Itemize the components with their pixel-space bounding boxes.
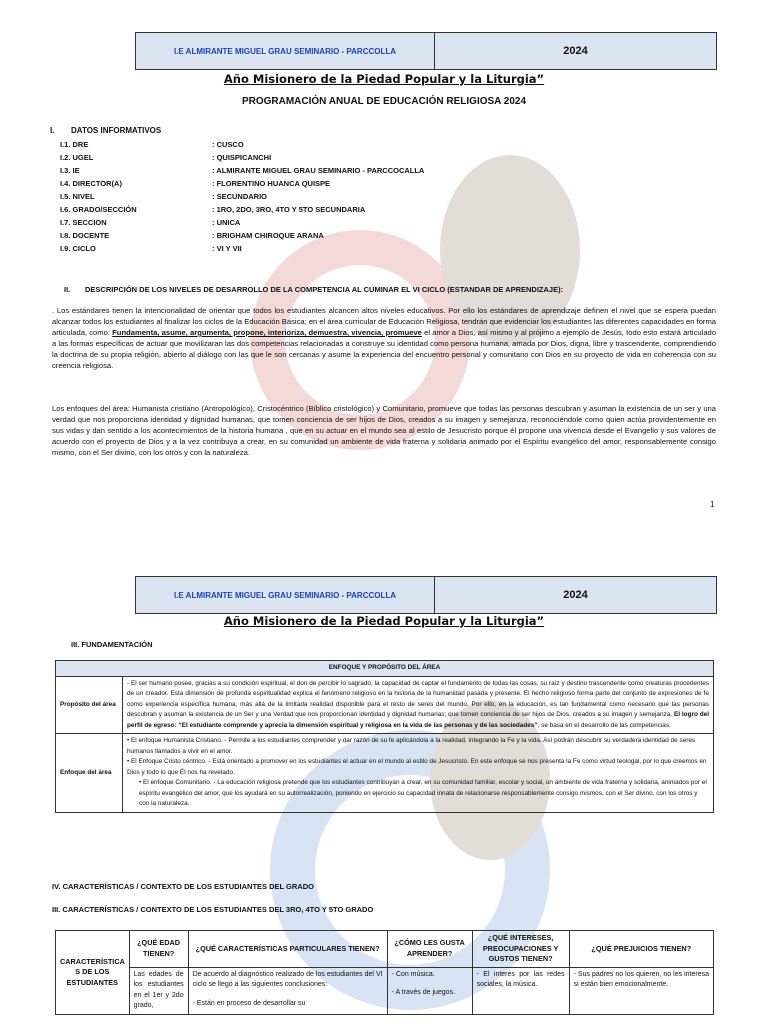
info-value: : SECUNDARIO — [212, 192, 268, 201]
section-1-title: DATOS INFORMATIVOS — [71, 126, 162, 135]
info-label: I.8. DOCENTE — [60, 231, 110, 240]
school-name: I.E ALMIRANTE MIGUEL GRAU SEMINARIO - PARCCOLLA — [136, 33, 435, 69]
info-label: I.2. UGEL — [60, 153, 94, 162]
prejudices-cell: - Sus padres no los quieren, no les interesa si están bien emocionalmente. — [569, 967, 713, 1014]
row-label: CARACTERÍSTICA S DE LOS ESTUDIANTES — [56, 931, 130, 1015]
column-header: ¿QUÉ EDAD TIENEN? — [129, 931, 188, 968]
school-name: I.E ALMIRANTE MIGUEL GRAU SEMINARIO - PARCCOLLA — [136, 577, 435, 613]
section-3-title: III. FUNDAMENTACIÓN — [71, 640, 153, 649]
info-label: I.6. GRADO/SECCIÓN — [60, 205, 137, 214]
info-label: I.4. DIRECTOR(A) — [60, 179, 122, 188]
purpose-text: - El ser humano posee, gracias a su condición espiritual, el don de percibir lo sagrado, la capacidad de captar el fundamento de todas las cosas, su raíz y destino trascendente como creaturas procedentes de un creador. Esta dimensión de profunda espiritualidad explica el fenómeno religioso en la historia de la humanidad pasada y presente. El hecho religioso forma parte del conjunto de expresiones de fe como experiencia específica humana, más allá de la limitada realidad disponible para el resto de seres del mundo. Por ello, en la educación, es tan fundamental como necesario que las personas descubran y asuman la existencia de un Ser y una Verdad que nos proporcionan identidad y dignidad humanas; que tomen conciencia de ser hijos de Dios, creados a su imagen y semejanza. El logro del perfil de egreso: “El estudiante comprende y aprecia la dimensión espiritual y religiosa en la vida de las personas y de las sociedades”, se basa en el desarrollo de las competencias. — [123, 676, 714, 734]
info-label: I.3. IE — [60, 166, 80, 175]
characteristics-table — [55, 930, 714, 1015]
section-1-number: I. — [50, 126, 55, 135]
info-label: I.7. SECCION — [60, 218, 107, 227]
row-label: Propósito del área — [56, 676, 123, 734]
standards-paragraph: . Los estándares tienen la intencionalidad de orientar que todos los estudiantes alcancen altos niveles educativos. Por ello los estándares de aprendizaje definen el nivel que se espera puedan alcanzar todos los estudiantes al finalizar los ciclos de la Educación Básica; en el área curricular de Educación Religiosa, tendrán que evidenciar los estudiantes las diferentes capacidades en forma articulada, como: Fundamenta, asume, argumenta, propone, interioriza, demuestra, vivencia, promueve el amor a Dios, así mismo y al prójimo a ejemplo de Jesús, todo esto estará articulado a las formas específicas de actuar que movilizaran las dos competencias relacionadas a construye su identidad como persona humana, amada por Dios, digna, libre y trascendente, comprendiendo la doctrina de su propia religión, abierto al diálogo con las que le son cercanas y asume la experiencia del encuentro personal y comunitario con Dios en su proyecto de vida en coherencia con su creencia religiosa. — [52, 306, 716, 370]
column-header: ¿QUÉ CARACTERÍSTICAS PARTICULARES TIENEN? — [188, 931, 387, 968]
column-header: ¿CÓMO LES GUSTA APRENDER? — [387, 931, 472, 968]
approaches-paragraph: Los enfoques del área: Humanista cristiano (Antropológico), Cristocéntrico (Bíblico cristológico) y Comunitario, promueve que todas las personas descubran y asuman la existencia de un ser y una verdad que nos proporciona identidad y dignidad humanas, que tomen conciencia de ser hijos de Dios, creados a su imagen y semejanza, reconociéndole como quien actúa providentemente en sus vidas y dan sentido a los acontecimientos de la historia humana , que en su actuar en el mundo sea al estilo de Jesucristo porque él propone una vivencia desde el Evangelio y sus valores de acuerdo con el proyecto de Dios y a la vez contribuya a crear, en su comunidad un ambiente de vida fraterna y solidaria animado por el Espíritu evangélico del amor, responsablemente consigo mismo, con el Ser divino, con los otros y con la naturaleza. — [52, 404, 716, 457]
page-header-box-2 — [135, 576, 717, 614]
info-value: : VI Y VII — [212, 244, 242, 253]
info-value: : FLORENTINO HUANCA QUISPE — [212, 179, 331, 188]
table-header: ENFOQUE Y PROPÓSITO DEL ÁREA — [56, 661, 714, 677]
section-2-number: II. — [64, 285, 71, 294]
info-value: : ALMIRANTE MIGUEL GRAU SEMINARIO - PARCCOCALLA — [212, 166, 425, 175]
info-label: I.1. DRE — [60, 140, 89, 149]
school-year: 2024 — [563, 45, 588, 57]
section-2-title: DESCRIPCIÓN DE LOS NIVELES DE DESARROLLO DE LA COMPETENCIA AL CUMINAR EL VI CICLO (ESTANDAR DE APRENDIZAJE): — [85, 285, 564, 294]
info-value: : QUISPICANCHI — [212, 153, 272, 162]
fundamentation-table — [55, 660, 714, 813]
column-header: ¿QUÉ PREJUICIOS TIENEN? — [569, 931, 713, 968]
info-value: : 1RO, 2DO, 3RO, 4TO Y 5TO SECUNDARIA — [212, 205, 366, 214]
info-value: : BRIGHAM CHIROQUE ARANA — [212, 231, 324, 240]
section-4-title: IV. CARACTERÍSTICAS / CONTEXTO DE LOS ESTUDIANTES DEL GRADO — [52, 882, 314, 891]
year-motto: Año Misionero de la Piedad Popular y la Liturgia” — [223, 72, 545, 86]
row-label: Enfoque del área — [56, 734, 123, 813]
learning-cell: - Con música. - A través de juegos. — [387, 967, 472, 1014]
page-number: 1 — [710, 500, 715, 509]
page-header-box — [135, 32, 717, 70]
year-motto: Año Misionero de la Piedad Popular y la Liturgia” — [223, 614, 545, 628]
document-title: PROGRAMACIÓN ANUAL DE EDUCACIÓN RELIGIOSA 2024 — [241, 96, 527, 107]
school-year: 2024 — [563, 589, 588, 601]
section-4b-title: III. CARACTERÍSTICAS / CONTEXTO DE LOS ESTUDIANTES DEL 3RO, 4TO Y 5TO GRADO — [52, 905, 374, 914]
interests-cell: - El interés por las redes sociales, la música. — [472, 967, 569, 1014]
info-value: : CUSCO — [212, 140, 244, 149]
age-cell: Las edades de los estudiantes en el 1er y 2do grado, — [129, 967, 188, 1014]
characteristics-cell: De acuerdo al diagnóstico realizado de los estudiantes del VI ciclo se llegó a las siguientes conclusiones: - Están en proceso de desarrollar su — [188, 967, 387, 1014]
info-label: I.5. NIVEL — [60, 192, 95, 201]
info-label: I.9. CICLO — [60, 244, 96, 253]
info-value: : UNICA — [212, 218, 241, 227]
column-header: ¿QUÉ INTERESES, PREOCUPACIONES Y GUSTOS TIENEN? — [472, 931, 569, 968]
approach-text: • El enfoque Humanista Cristiano. - Permite a los estudiantes comprender y dar razón de su fe aplicándola a la realidad, integrando la Fe y la vida. Así podrán descubrir su verdadera identidad de seres humanos llamados a vivir en el amor. • El Enfoque Cristo céntrico. - Está orientado a promover en los estudiantes el actuar en el mundo al estilo de Jesucristo. En este enfoque se nos presenta la Fe como virtud teologal, por lo que creemos en Dios y todo lo que Él nos ha revelado. • El enfoque Comunitario. - La educación religiosa pretende que los estudiantes contribuyan a crear, en su comunidad familiar, escolar y social, un ambiente de vida fraterna y solidaria, animados por el espíritu evangélico del amor, que los ayudará en su autorrealización, poniendo en ejercicio su capacidad innata de relacionarse responsablemente consigo mismos, con el Ser divino, con los otros y con la naturaleza. — [123, 734, 714, 813]
